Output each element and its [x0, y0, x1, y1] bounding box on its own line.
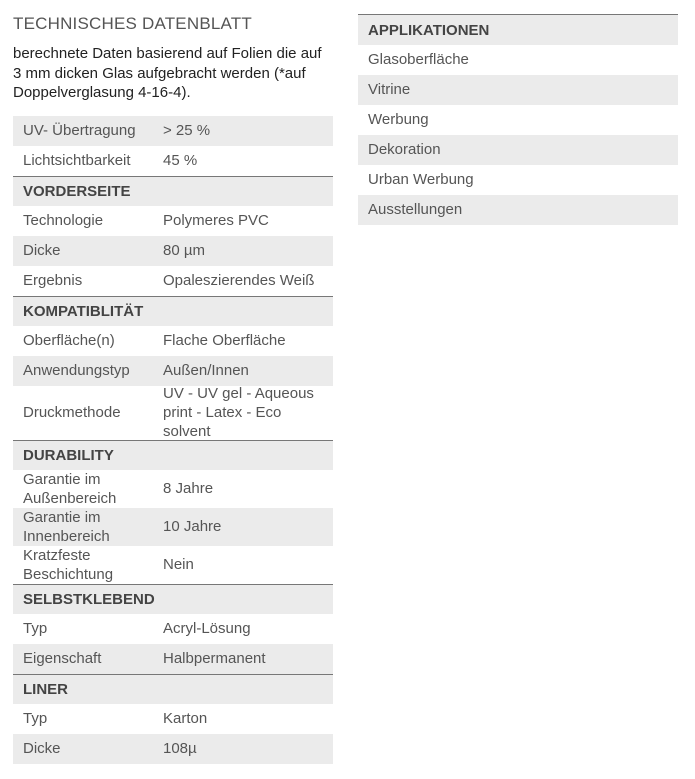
- spec-table: [13, 116, 333, 764]
- datasheet-column: [13, 0, 333, 764]
- spec-row: [13, 326, 333, 356]
- spec-value: Nein: [163, 556, 194, 573]
- section-header-adhesive: SELBSTKLEBEND: [13, 584, 333, 614]
- spec-row: [13, 470, 333, 508]
- spec-value: Halbpermanent: [163, 650, 266, 667]
- section-header-front: VORDERSEITE: [13, 176, 333, 206]
- spec-label: Oberfläche(n): [23, 332, 115, 349]
- spec-label: Typ: [23, 620, 48, 637]
- spec-label: Lichtsichtbarkeit: [23, 152, 131, 169]
- spec-value: Polymeres PVC: [163, 212, 269, 229]
- application-item: Ausstellungen: [358, 195, 678, 225]
- spec-value: 80 µm: [163, 242, 205, 259]
- spec-value: Opaleszierendes Weiß: [163, 272, 315, 289]
- spec-label: Kratzfeste Beschichtung: [23, 546, 114, 583]
- spec-value: 8 Jahre: [163, 480, 214, 497]
- spec-row: [13, 236, 333, 266]
- spec-value: Außen/Innen: [163, 362, 249, 379]
- application-item: Dekoration: [358, 135, 678, 165]
- spec-row: [13, 206, 333, 236]
- spec-label: Dicke: [23, 242, 61, 259]
- spec-row: [13, 508, 333, 546]
- spec-row-light: [13, 146, 333, 176]
- intro-text: berechnete Daten basierend auf Folien die auf 3 mm dicken Glas aufgebracht werden (*auf Doppelverglasung 4-16-4).: [13, 45, 322, 101]
- section-header-liner: LINER: [13, 674, 333, 704]
- applications-header: APPLIKATIONEN: [358, 14, 678, 45]
- spec-row: [13, 386, 333, 440]
- spec-label: Garantie im Innenbereich: [23, 508, 110, 545]
- spec-row-uv: [13, 116, 333, 146]
- spec-row: [13, 704, 333, 734]
- spec-row: [13, 614, 333, 644]
- spec-row: [13, 644, 333, 674]
- spec-label: Dicke: [23, 740, 61, 757]
- spec-row: [13, 546, 333, 584]
- application-item: Urban Werbung: [368, 171, 474, 188]
- application-item: Werbung: [368, 111, 429, 128]
- spec-label: UV- Übertragung: [23, 122, 136, 139]
- spec-label: Eigenschaft: [23, 650, 102, 667]
- spec-row: [13, 356, 333, 386]
- spec-label: Anwendungstyp: [23, 362, 130, 379]
- section-header-compat: KOMPATIBLITÄT: [13, 296, 333, 326]
- spec-label: Typ: [23, 710, 48, 727]
- spec-label: Garantie im Außenbereich: [23, 470, 117, 507]
- spec-value: 108µ: [163, 740, 197, 757]
- spec-value: > 25 %: [163, 122, 211, 139]
- spec-value: Karton: [163, 710, 208, 727]
- application-item: Glasoberfläche: [368, 51, 469, 68]
- spec-value: Acryl-Lösung: [163, 620, 251, 637]
- spec-value: 10 Jahre: [163, 518, 222, 535]
- spec-value: Flache Oberfläche: [163, 332, 286, 349]
- page-title: TECHNISCHES DATENBLATT: [13, 14, 252, 33]
- spec-label: Ergebnis: [23, 272, 83, 289]
- section-header-durability: DURABILITY: [13, 440, 333, 470]
- spec-row: [13, 734, 333, 764]
- spec-value: 45 %: [163, 152, 198, 169]
- spec-label: Druckmethode: [23, 404, 121, 421]
- application-item: Vitrine: [358, 75, 678, 105]
- spec-row: [13, 266, 333, 296]
- spec-value: UV - UV gel - Aqueous print - Latex - Eco solvent: [163, 385, 314, 440]
- applications-column: [358, 0, 678, 225]
- spec-label: Technologie: [23, 212, 104, 229]
